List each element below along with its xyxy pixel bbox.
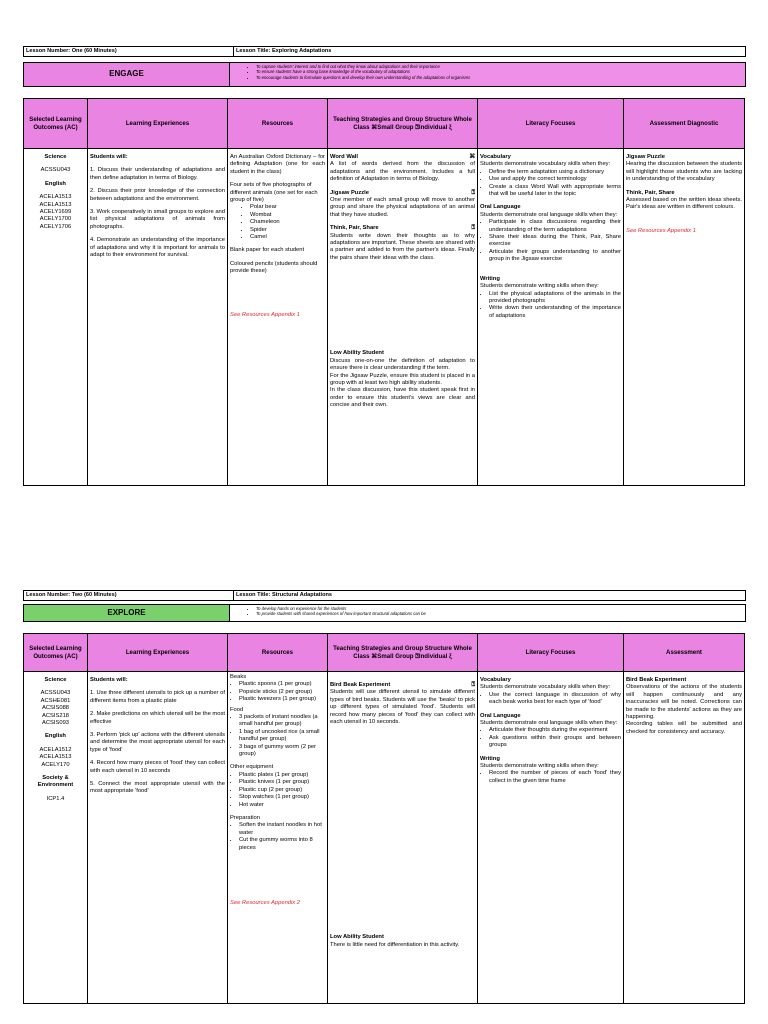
vocab-intro: Students demonstrate vocabulary skills when they: [480,161,611,168]
lesson1-resources-cell [228,149,328,486]
lesson1-experiences-cell [88,149,228,486]
low-ability-text: In the class discussion, have this student speak first in order to ensure this student's views are clear and concise and their own. [330,387,475,409]
tps-heading-row [330,225,475,232]
preparation-list [230,822,325,852]
outcome-code: ACSSU043 [40,690,71,697]
word-wall-heading-row [330,154,475,161]
science-heading: Science [44,677,67,683]
low-ability-heading: Low Ability Student [330,934,384,941]
experience-item: 1. Discuss their understanding of adaptations and then define adaptation in terms of Biology. [90,167,225,181]
writing-list [480,770,621,785]
oral-item: • Share their ideas during the Think, Pair, Share exercise [489,234,621,249]
equipment-item: • Plastic cup (2 per group) [239,787,325,794]
equipment-item: • Plastic knives (1 per group) [239,779,325,786]
lesson1-header-row [23,46,746,57]
equipment-heading: Other equipment [230,764,274,771]
col-header-strategies: Teaching Strategies and Group Structure Whole Class ⌘Small Group ⍰Individual ξ [328,634,478,672]
oral-list [480,727,621,749]
outcome-code: ACSSU043 [40,167,71,174]
writing-heading: Writing [480,755,500,762]
animal-item: • Spider [250,227,325,234]
resource-dictionary: An Australian Oxford Dictionary – for defining Adaptation (one for each student in the class) [230,154,325,175]
lesson1-phase-label: ENGAGE [24,63,230,86]
col-header-literacy: Literacy Focuses [478,99,624,149]
society-heading: Society & Environment [37,775,74,789]
col-header-outcomes: Selected Learning Outcomes (AC) [24,99,88,149]
resources-appendix-link[interactable]: See Resources Appendix 2 [230,899,301,906]
assess-bird-beak-heading: Bird Beak Experiment [626,677,687,683]
bird-beak-heading-row [330,682,475,689]
lesson2-assessment-cell [624,672,745,1004]
jigsaw-heading: Jigsaw Puzzle [330,189,369,196]
outcome-code: ICP1.4 [46,795,65,802]
outcome-code: ACELY1699 [39,209,72,216]
writing-item: • Record the number of pieces of each 'food' they collect in the given time frame [489,770,621,785]
equipment-item: • Plastic plates (1 per group) [239,772,325,779]
outcome-code: ACELA1513 [39,194,72,201]
equipment-item: • Stop watches (1 per group) [239,794,325,801]
lesson2-phase-banner [23,604,746,622]
jigsaw-text: One member of each small group will move to another group and share the physical adaptations of an animal that they have studied. [330,197,475,218]
oral-heading: Oral Language [480,204,521,211]
low-ability-heading: Low Ability Student [330,350,384,357]
lesson1-title: Lesson Title: Exploring Adaptations [236,48,332,54]
bird-beak-heading: Bird Beak Experiment [330,682,391,688]
food-item: • 1 bag of uncooked rice (a small handful per group) [239,729,325,744]
col-header-assessment: Assessment [624,634,745,672]
oral-item: • Ask questions within their groups and between groups [489,735,621,750]
vocab-item: • Use and apply the correct terminology [489,176,621,183]
col-header-outcomes: Selected Learning Outcomes (AC) [24,634,88,672]
outcome-code: ACSIS088 [41,705,70,712]
col-header-assessment: Assessment Diagnostic [624,99,745,149]
animal-item: • Camel [250,234,325,241]
outcome-code: ACELY1700 [39,216,72,223]
beak-item: • Popsicle sticks (2 per group) [239,689,325,696]
vocab-item: • Define the term adaptation using a dictionary [489,169,621,176]
word-wall-heading: Word Wall [330,154,359,160]
outcome-code: ACELA1513 [39,754,72,761]
assess-jigsaw-text: Hearing the discussion between the students will highlight those students who are lacking in understanding of the vocabulary [626,161,742,183]
experience-item: 3. Perform 'pick up' actions with the different utensils and determine the most appropriate utensil for each type of 'food' [90,732,225,753]
word-wall-text: A list of words derived from the discussion of adaptations and the environment. Includes a full definition of Adaptation in terms of Biology. [330,161,475,183]
col-header-strategies: Teaching Strategies and Group Structure Whole Class ⌘Small Group ⍰Individual ξ [328,99,478,149]
phase-point: • To develop hands on experience for the students [256,606,426,611]
lesson1-strategies-cell [328,149,478,486]
lesson1-assessment-cell [624,149,745,486]
english-heading: English [45,733,66,740]
outcome-code: ACSIS218 [41,712,70,719]
experience-item: 2. Discuss their prior knowledge of the connection between adaptations and the environment. [90,188,225,202]
col-header-experiences: Learning Experiences [88,99,228,149]
food-item: • 3 bags of gummy worm (2 per group) [239,744,325,759]
vocab-list [480,169,621,199]
english-heading: English [45,180,66,187]
assess-tps-heading: Think, Pair, Share [626,189,675,196]
col-header-experiences: Learning Experiences [88,634,228,672]
equipment-list [230,772,325,809]
lesson1-plan-table [23,98,745,486]
beaks-heading: Beaks [230,674,247,680]
preparation-item: • Cut the gummy worms into 8 pieces [239,837,325,852]
outcome-code: ACELA1513 [39,201,72,208]
phase-point: • To ensure students have a strong base knowledge of the vocabulary of adaptations [256,69,470,74]
lesson1-literacy-cell [478,149,624,486]
outcome-code: ACELY170 [41,761,70,768]
oral-item: • Articulate their thoughts during the experiment [489,727,621,734]
animal-list [230,204,325,241]
lesson1-outcomes-cell [24,149,88,486]
preparation-heading: Preparation [230,814,260,821]
experiences-intro: Students will: [90,154,128,160]
experience-item: 4. Record how many pieces of 'food' they can collect with each utensil in 10 seconds [90,760,225,774]
assess-jigsaw-heading: Jigsaw Puzzle [626,154,665,160]
lesson2-outcomes-cell [24,672,88,1004]
preparation-item: • Soften the instant noodles in hot water [239,822,325,837]
food-item: • 3 packets of instant noodles (a small handful per group) [239,714,325,729]
phase-point: • To capture students' interest and to find out what they know about adaptations and their importance [256,64,470,69]
oral-item: • Articulate their groups understanding to another group in the Jigsaw exercise [489,249,621,264]
writing-intro: Students demonstrate writing skills when they: [480,283,599,290]
resources-appendix-link[interactable]: See Resources Appendix 1 [230,311,301,318]
low-ability-text: There is little need for differentiation in this activity. [330,941,460,948]
phase-point: • To encourage students to formulate questions and develop their own understanding of the adaptations of organisms [256,75,470,80]
tps-heading: Think, Pair, Share [330,225,379,232]
writing-heading: Writing [480,275,500,282]
outcome-code: ACSIS093 [41,720,70,727]
experience-item: 2. Make predictions on which utensil will be the most effective [90,711,225,725]
animal-item: • Wombat [250,212,325,219]
experience-item: 5. Connect the most appropriate utensil with the most appropriate 'food' [90,781,225,795]
small-group-symbol: ⍰ [471,682,475,688]
phase-point: • To provide students with shared experiences of how important structural adaptations can be [256,611,426,616]
col-header-resources: Resources [228,634,328,672]
low-ability-text: For the Jigsaw Puzzle, ensure this student is placed in a group with at least two high ability students. [330,372,475,386]
experience-item: 1. Use three different utensils to pick up a number of different items from a plastic plate [90,690,225,704]
resource-photos: Four sets of five photographs of different animals (one set for each group of five) [230,182,318,204]
outcome-code: ACELA1512 [39,746,72,753]
outcome-code: ACELY1706 [39,223,72,230]
experiences-intro: Students will: [90,677,128,683]
small-group-symbol: ⍰ [471,225,475,232]
lesson2-strategies-cell [328,672,478,1004]
whole-class-symbol: ⌘ [469,154,475,160]
resource-pencils: Coloured pencils (students should provide these) [230,260,318,275]
beaks-list [230,681,325,703]
experience-item: 4. Demonstrate an understanding of the importance of adaptations and why it is important for animals to adapt to their environment for survival. [90,237,225,259]
tps-text: Students write down their thoughts as to why adaptations are important. These sheets are shared with a partner and added to from the partner's ideas. Finally the pairs share their ideas with the class. [330,232,475,261]
oral-list [480,219,621,263]
writing-list [480,291,621,321]
oral-intro: Students demonstrate oral language skills when they: [480,211,618,218]
vocab-heading: Vocabulary [480,154,511,160]
lesson2-literacy-cell [478,672,624,1004]
vocab-heading: Vocabulary [480,677,511,683]
lesson2-number: Lesson Number: Two (60 Minutes) [24,591,234,600]
lesson2-experiences-cell [88,672,228,1004]
lesson2-title: Lesson Title: Structural Adaptations [236,592,333,598]
experience-item: 3. Work cooperatively in small groups to explore and list physical adaptations of animals from photographs. [90,209,225,230]
lesson1-phase-points [230,63,470,86]
assess-bird-beak-text: Observations of the actions of the students will happen continuously and any inaccuracies will be noted. Corrections can be made to the students' actions as they are happening. [626,684,742,721]
equipment-item: • Hot water [239,802,325,809]
assessment-appendix-link[interactable]: See Resources Appendix 1 [626,227,697,234]
oral-heading: Oral Language [480,712,521,719]
col-header-resources: Resources [228,99,328,149]
writing-intro: Students demonstrate writing skills when they: [480,763,599,770]
col-header-literacy: Literacy Focuses [478,634,624,672]
assess-tables-text: Recording tables will be submitted and checked for consistency and accuracy. [626,721,742,735]
lesson1-number: Lesson Number: One (60 Minutes) [24,47,234,56]
vocab-intro: Students demonstrate vocabulary skills when they: [480,684,611,691]
outcome-code: ACSHE081 [40,697,71,704]
lesson2-plan-table [23,633,745,1004]
animal-item: • Polar bear [250,204,325,211]
vocab-list [480,692,621,707]
animal-item: • Chameleon [250,219,325,226]
lesson2-phase-label: EXPLORE [24,605,230,621]
lesson1-phase-banner [23,62,746,87]
writing-item: • Write down their understanding of the importance of adaptations [489,305,621,320]
jigsaw-heading-row [330,190,475,197]
lesson2-phase-points [230,605,426,621]
vocab-item: • Use the correct language in discussion of why each beak works best for each type of 'food' [489,692,621,707]
resource-paper: Blank paper for each student [230,247,305,254]
bird-beak-text: Students will use different utensil to simulate different types of bird beaks. Students will use the 'beaks' to pick up different types of simulated 'food'. Students will record how many pieces of 'food' they can collect with each utensil in 10 seconds. [330,689,475,726]
vocab-item: • Create a class Word Wall with appropriate terms that will be useful later in the topic [489,184,621,199]
writing-item: • List the physical adaptations of the animals in the provided photographs [489,291,621,306]
assess-tps-text: Assessed based on the written ideas sheets. Pair's ideas are written in different colours. [626,197,742,211]
low-ability-text: Discuss one-on-one the definition of adaptation to ensure there is clear understanding if the term. [330,357,475,372]
food-list [230,714,325,758]
small-group-symbol: ⍰ [471,189,475,196]
food-heading: Food [230,706,244,713]
beak-item: • Plastic tweezers (1 per group) [239,696,325,703]
lesson2-header-row [23,590,746,601]
science-heading: Science [44,154,67,160]
beak-item: • Plastic spoons (1 per group) [239,681,325,688]
oral-intro: Students demonstrate oral language skills when they: [480,720,618,727]
oral-item: • Participate in class discussions regarding their understanding of the term adaptations [489,219,621,234]
lesson2-resources-cell [228,672,328,1004]
